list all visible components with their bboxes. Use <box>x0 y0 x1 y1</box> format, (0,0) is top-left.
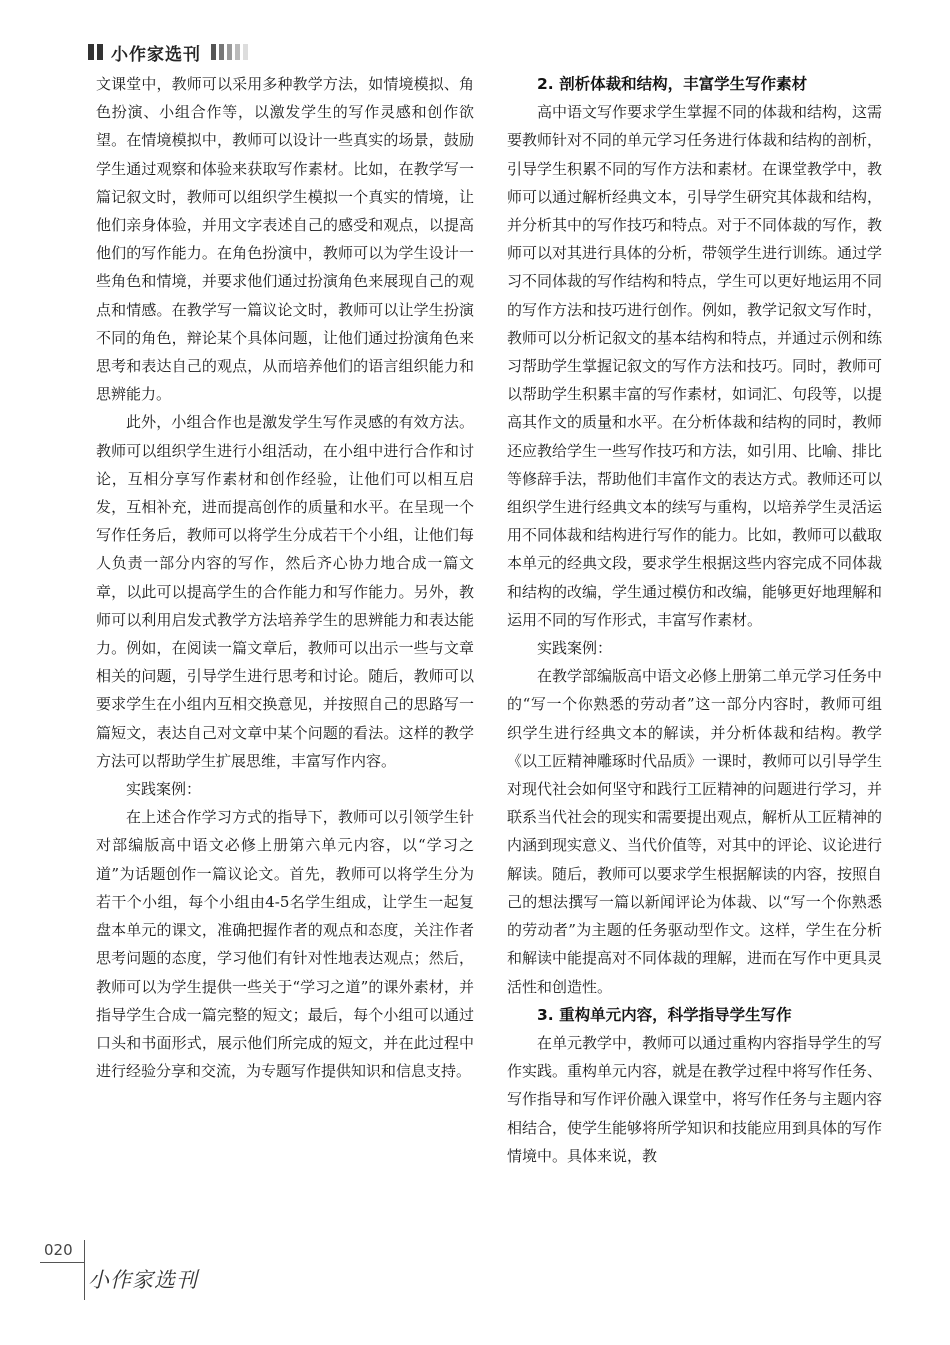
section-heading: 2. 剖析体裁和结构，丰富学生写作素材 <box>537 75 808 93</box>
paragraph: 高中语文写作要求学生掌握不同的体裁和结构，这需要教师针对不同的单元学习任务进行体裁和结构的剖析，引导学生积累不同的写作方法和素材。在课堂教学中，教师可以通过解析经典文本，引导学生研究其体裁和结构，并分析其中的写作技巧和特点。对于不同体裁的写作，教师可以对其进行具体的分析，带领学生进行训练。通过学习不同体裁的写作结构和特点，学生可以更好地运用不同的写作方法和技巧进行创作。例如，教学记叙文写作时，教师可以分析记叙文的基本结构和特点，并通过示例和练习帮助学生掌握记叙文的写作方法和技巧。同时，教师可以帮助学生积累丰富的写作素材，如词汇、句段等，以提高其作文的质量和水平。在分析体裁和结构的同时，教师还应教给学生一些写作技巧和方法，如引用、比喻、排比等修辞手法，帮助他们丰富作文的表达方式。教师还可以组织学生进行经典文本的续写与重构，以培养学生灵活运用不同体裁和结构进行写作的能力。比如，教师可以截取本单元的经典文段，要求学生根据这些内容完成不同体裁和结构的改编，学生通过模仿和改编，能够更好地理解和运用不同的写作形式，丰富写作素材。 <box>507 103 883 629</box>
footer-divider-vertical <box>84 1240 85 1300</box>
paragraph: 在上述合作学习方式的指导下，教师可以引领学生针对部编版高中语文必修上册第六单元内容，以“学习之道”为话题创作一篇议论文。首先，教师可以将学生分为若干个小组，每个小组由4-5名学生组成，让学生一起复盘本单元的课文，准确把握作者的观点和态度，关注作者思考问题的态度，学习他们有针对性地表达观点；然后，教师可以为学生提供一些关于“学习之道”的课外素材，并指导学生合成一篇完整的短文；最后，每个小组可以通过口头和书面形式，展示他们所完成的短文，并在此过程中进行经验分享和交流，为专题写作提供知识和信息支持。 <box>96 808 474 1081</box>
footer-divider-horizontal <box>40 1262 84 1263</box>
header-gradient-bar <box>219 44 224 60</box>
paragraph: 在教学部编版高中语文必修上册第二单元学习任务中的“写一个你熟悉的劳动者”这一部分内容时，教师可组织学生进行经典文本的解读，并分析体裁和结构。教学《以工匠精神雕琢时代品质》一课时，教师可以引导学生对现代社会如何坚守和践行工匠精神的问题进行学习，并联系当代社会的现实和需要提出观点，解析从工匠精神的内涵到现实意义、当代价值等，对其中的评论、议论进行解读。随后，教师可以要求学生根据解读的内容，按照自己的想法撰写一篇以新闻评论为体裁、以“写一个你熟悉的劳动者”为主题的任务驱动型作文。这样，学生在分析和解读中能提高对不同体裁的理解，进而在写作中更具灵活性和创造性。 <box>507 667 883 996</box>
left-column <box>96 70 474 1085</box>
header-gradient-bar <box>227 44 232 60</box>
header-title: 小作家选刊 <box>111 44 201 65</box>
header-bar <box>88 44 94 60</box>
header-gradient-bar <box>211 44 216 60</box>
header-gradient-bar <box>235 44 240 60</box>
section-heading: 3. 重构单元内容，科学指导学生写作 <box>537 1005 792 1024</box>
header-bars-left <box>88 44 103 60</box>
page-number: 020 <box>44 1241 73 1259</box>
case-label: 实践案例： <box>126 780 202 799</box>
header-gradient-bar <box>243 44 248 60</box>
running-header <box>88 40 248 64</box>
paragraph: 此外，小组合作也是激发学生写作灵感的有效方法。教师可以组织学生进行小组活动，在小组中进行合作和讨论，互相分享写作素材和创作经验，让他们可以相互启发，互相补充，进而提高创作的质量和水平。在呈现一个写作任务后，教师可以将学生分成若干个小组，让他们每人负责一部分内容的写作，然后齐心协力地合成一篇文章，以此可以提高学生的合作能力和写作能力。另外，教师可以利用启发式教学方法培养学生的思辨能力和表达能力。例如，在阅读一篇文章后，教师可以出示一些与文章相关的问题，引导学生进行思考和讨论。随后，教师可以要求学生在小组内互相交换意见，并按照自己的思路写一篇短文，表达自己对文章中某个问题的看法。这样的教学方法可以帮助学生扩展思维，丰富写作内容。 <box>96 413 474 770</box>
paragraph: 文课堂中，教师可以采用多种教学方法，如情境模拟、角色扮演、小组合作等，以激发学生的写作灵感和创作欲望。在情境模拟中，教师可以设计一些真实的场景，鼓励学生通过观察和体验来获取写作素材。比如，在教学写一篇记叙文时，教师可以组织学生模拟一个真实的情境，让他们亲身体验，并用文字表述自己的感受和观点，以提高他们的写作能力。在角色扮演中，教师可以为学生设计一些角色和情境，并要求他们通过扮演角色来展现自己的观点和情感。在教学写一篇议论文时，教师可以让学生扮演不同的角色，辩论某个具体问题，让他们通过扮演角色来思考和表达自己的观点，从而培养他们的语言组织能力和思辨能力。 <box>96 75 474 404</box>
header-bar <box>97 44 103 60</box>
footer-logo: 小作家选刊 <box>88 1268 198 1292</box>
header-bars-right <box>211 44 248 60</box>
case-label: 实践案例： <box>537 639 613 658</box>
right-column <box>507 70 882 1170</box>
paragraph: 在单元教学中，教师可以通过重构内容指导学生的写作实践。重构单元内容，就是在教学过程中将写作任务、写作指导和写作评价融入课堂中，将写作任务与主题内容相结合，使学生能够将所学知识和技能应用到具体的写作情境中。具体来说，教 <box>507 1033 883 1165</box>
